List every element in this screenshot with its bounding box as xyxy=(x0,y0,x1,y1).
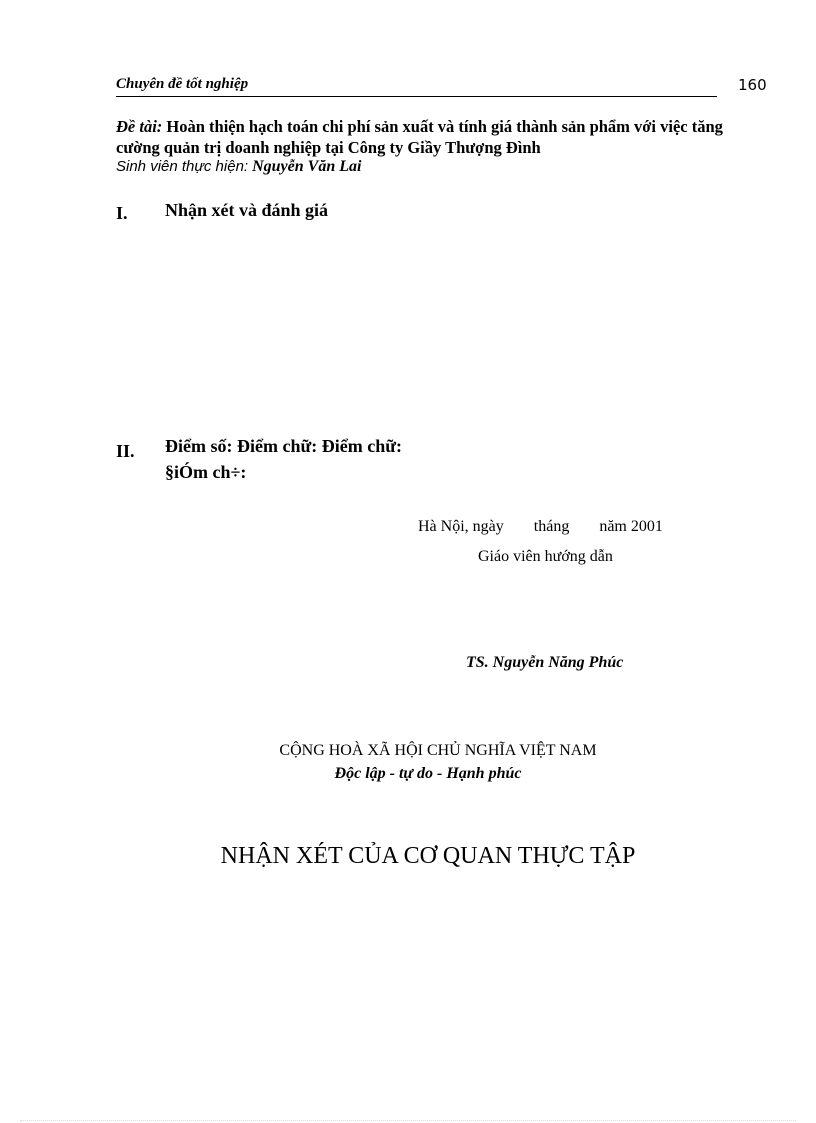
page-bottom-rule xyxy=(20,1120,796,1121)
place-date-place: Hà Nội, ngày xyxy=(418,518,504,535)
student-name: Nguyễn Văn Lai xyxy=(252,158,362,175)
section-2-title-line2: §iÓm ch÷: xyxy=(165,462,247,482)
section-1-number: I. xyxy=(116,203,128,223)
topic-paragraph xyxy=(116,116,756,158)
student-line xyxy=(116,158,361,176)
advisor-role: Giáo viên hướng dẫn xyxy=(478,548,613,565)
advisor-name: TS. Nguyễn Năng Phúc xyxy=(466,654,624,671)
topic-label: Đề tài: xyxy=(116,117,163,136)
place-date-year: năm 2001 xyxy=(599,518,663,535)
section-1-title: Nhận xét và đánh giá xyxy=(165,200,329,220)
place-date-month: tháng xyxy=(533,518,570,535)
running-header-title: Chuyên đề tốt nghiệp xyxy=(116,76,249,92)
page-number: 160 xyxy=(738,76,767,94)
country-name: CỘNG HOÀ XÃ HỘI CHỦ NGHĨA VIỆT NAM xyxy=(279,742,597,759)
student-label: Sinh viên thực hiện: xyxy=(116,158,249,175)
place-date-line xyxy=(418,518,663,536)
topic-text: Hoàn thiện hạch toán chi phí sản xuất và tính giá thành sản phẩm với việc tăng cường quản trị doanh nghiệp tại Công ty Giầy Thượng Đình xyxy=(116,117,723,157)
main-title: NHẬN XÉT CỦA CƠ QUAN THỰC TẬP xyxy=(220,843,636,869)
section-2-number: II. xyxy=(116,441,135,461)
section-2-title: Điểm số: Điểm chữ: Điểm chữ: xyxy=(165,436,403,456)
header-rule xyxy=(116,96,717,97)
national-motto: Độc lập - tự do - Hạnh phúc xyxy=(334,765,522,782)
